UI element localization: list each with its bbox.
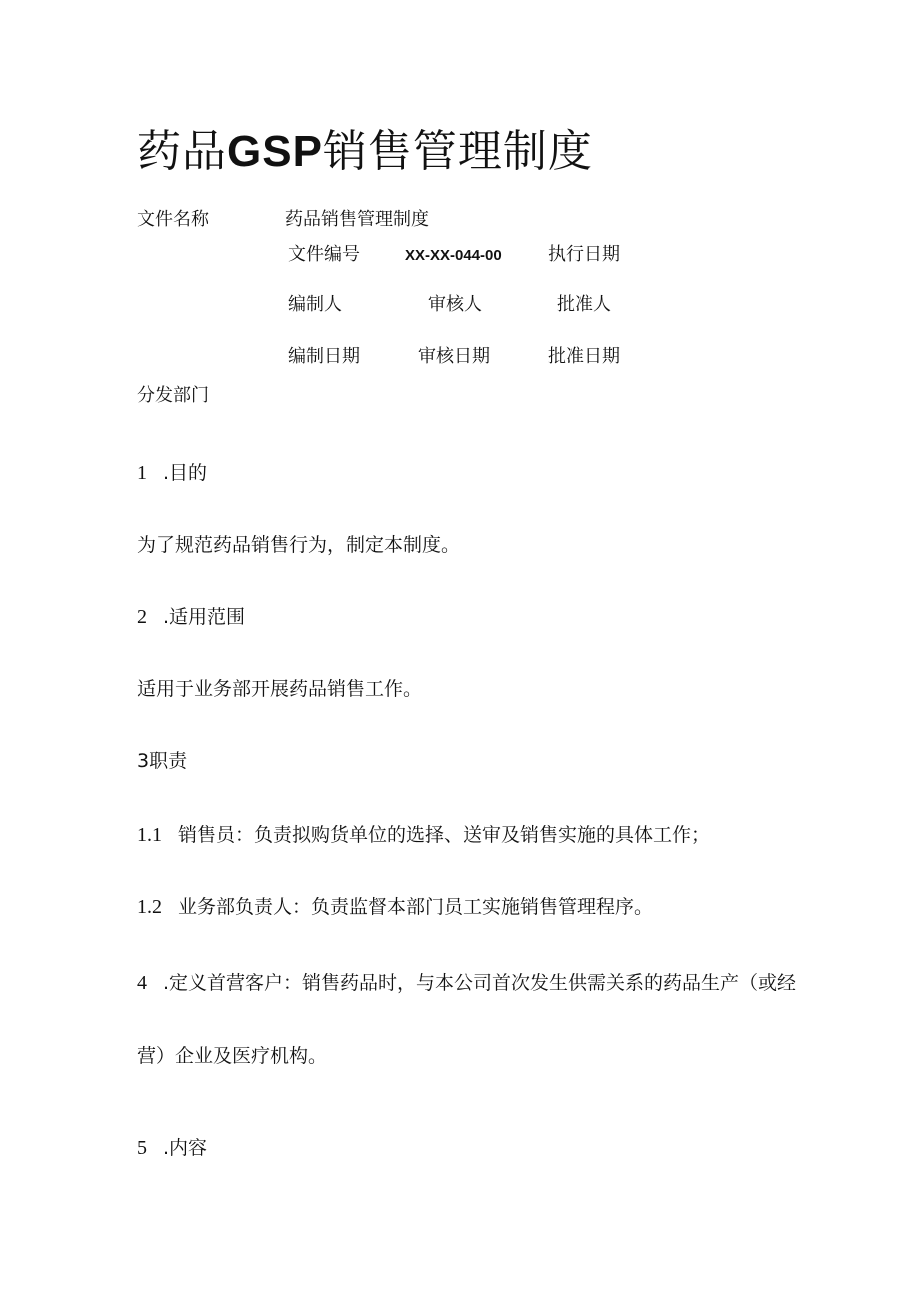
section-1-text: 为了规范药品销售行为，制定本制度。: [137, 534, 461, 556]
section-4-line-1: .定义首营客户：销售药品时，与本公司首次发生供需关系的药品生产（或经: [163, 972, 797, 994]
file-name-label: 文件名称: [137, 209, 209, 230]
title-code: GSP: [227, 127, 323, 176]
section-5-heading: [137, 1138, 207, 1158]
section-3-1: [137, 825, 710, 845]
file-name-value: 药品销售管理制度: [285, 209, 429, 230]
file-no-label: 文件编号: [288, 244, 360, 265]
title-prefix: 药品: [137, 126, 227, 177]
exec-date-label: 执行日期: [548, 244, 620, 265]
approve-date-label: 批准日期: [548, 346, 620, 367]
section-4-line-2: 营）企业及医疗机构。: [137, 1045, 328, 1067]
section-2-heading: [137, 607, 245, 627]
file-no-value: XX-XX-044-00: [405, 247, 502, 264]
title-suffix: 销售管理制度: [322, 126, 593, 177]
section-3-1-number: 1.1: [137, 824, 162, 846]
section-4-number: 4: [137, 972, 147, 994]
section-5-number: 5: [137, 1137, 147, 1159]
compiler-label: 编制人: [288, 294, 342, 315]
section-3-2-text: 业务部负责人：负责监督本部门员工实施销售管理程序。: [178, 896, 654, 918]
section-2-number: 2: [137, 606, 147, 628]
section-5-title: .内容: [163, 1137, 208, 1159]
compile-date-label: 编制日期: [288, 346, 360, 367]
section-2-text: 适用于业务部开展药品销售工作。: [137, 678, 423, 700]
section-4-paragraph: [137, 969, 797, 997]
reviewer-label: 审核人: [428, 294, 482, 315]
section-2-title: .适用范围: [163, 606, 246, 628]
approver-label: 批准人: [557, 294, 611, 315]
section-3-heading: 3职责: [137, 750, 188, 772]
section-3-1-text: 销售员：负责拟购货单位的选择、送审及销售实施的具体工作；: [178, 824, 711, 846]
distribution-label: 分发部门: [137, 385, 209, 406]
section-1-title: .目的: [163, 462, 208, 484]
section-1-heading: [137, 463, 207, 483]
review-date-label: 审核日期: [418, 346, 490, 367]
section-1-number: 1: [137, 462, 147, 484]
section-3-2-number: 1.2: [137, 896, 162, 918]
section-3-2: [137, 897, 653, 917]
document-title: [137, 126, 593, 177]
